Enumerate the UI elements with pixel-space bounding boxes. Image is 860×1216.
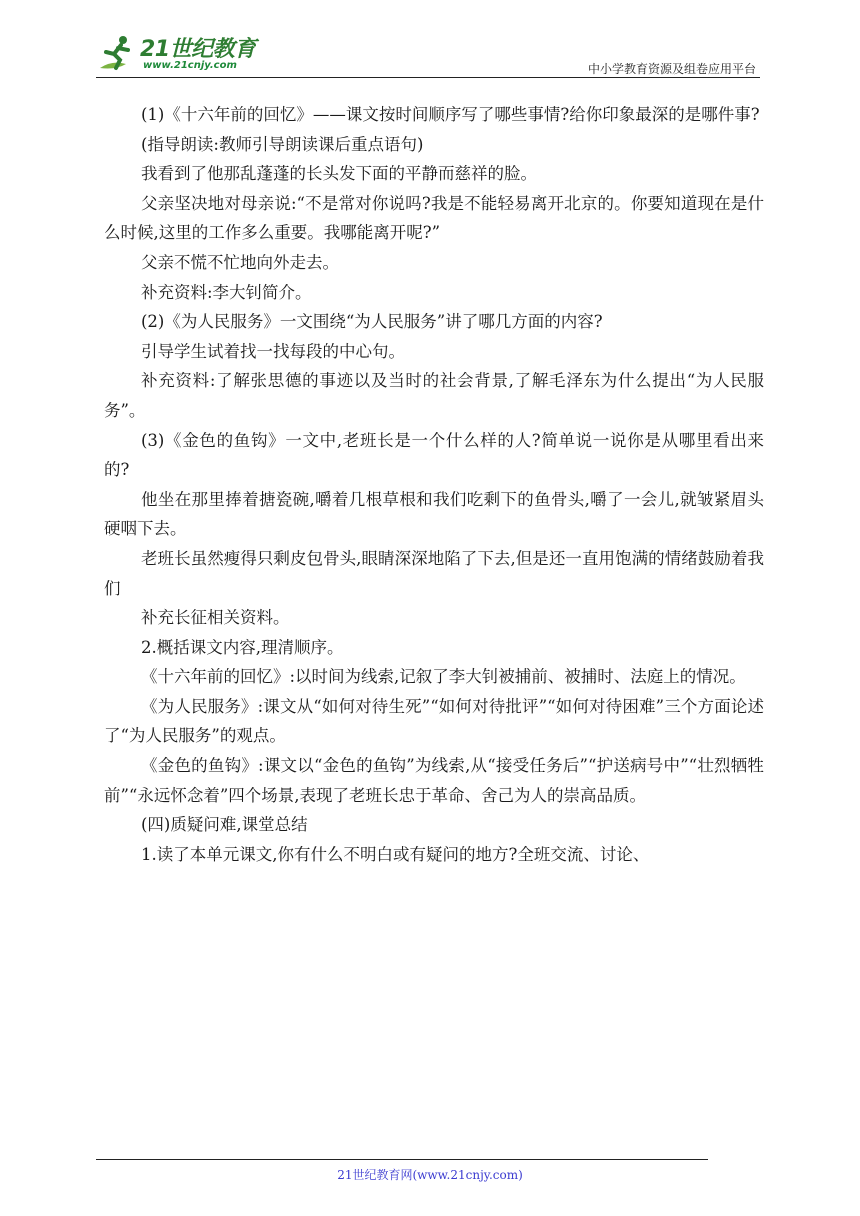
paragraph: 《为人民服务》:课文从“如何对待生死”“如何对待批评”“如何对待困难”三个方面论述了“为人民服务”的观点。 bbox=[104, 696, 764, 746]
page-footer[interactable]: 21世纪教育网(www.21cnjy.com) bbox=[337, 1168, 523, 1182]
paragraph: 2.概括课文内容,理清顺序。 bbox=[141, 637, 344, 657]
paragraph: 《十六年前的回忆》:以时间为线索,记叙了李大钊被捕前、被捕时、法庭上的情况。 bbox=[141, 667, 746, 687]
paragraph: 补充长征相关资料。 bbox=[141, 608, 290, 628]
page-header bbox=[96, 30, 760, 76]
paragraph: (1)《十六年前的回忆》——课文按时间顺序写了哪些事情?给你印象最深的是哪件事? bbox=[141, 105, 760, 124]
logo-url: www.21cnjy.com bbox=[143, 60, 237, 71]
section-heading: (四)质疑问难,课堂总结 bbox=[141, 815, 308, 835]
paragraph: 他坐在那里捧着搪瓷碗,嚼着几根草根和我们吃剩下的鱼骨头,嚼了一会儿,就皱紧眉头硬咽下去。 bbox=[104, 489, 764, 539]
paragraph: 老班长虽然瘦得只剩皮包骨头,眼睛深深地陷了下去,但是还一直用饱满的情绪鼓励着我们 bbox=[104, 548, 764, 598]
paragraph: 1.读了本单元课文,你有什么不明白或有疑问的地方?全班交流、讨论、 bbox=[141, 844, 650, 864]
document-body bbox=[104, 100, 764, 869]
paragraph: 引导学生试着找一找每段的中心句。 bbox=[141, 341, 405, 361]
paragraph: 补充资料:了解张思德的事迹以及当时的社会背景,了解毛泽东为什么提出“为人民服务”。 bbox=[104, 371, 764, 420]
paragraph: (2)《为人民服务》一文围绕“为人民服务”讲了哪几方面的内容? bbox=[141, 312, 603, 332]
site-logo bbox=[96, 32, 266, 76]
paragraph: 我看到了他那乱蓬蓬的长头发下面的平静而慈祥的脸。 bbox=[141, 164, 537, 184]
footer-divider bbox=[96, 1159, 708, 1160]
paragraph: 父亲坚决地对母亲说:“不是常对你说吗?我是不能轻易离开北京的。你要知道现在是什么时候,这里的工作多么重要。我哪能离开呢?” bbox=[104, 193, 764, 243]
paragraph: 《金色的鱼钩》:课文以“金色的鱼钩”为线索,从“接受任务后”“护送病号中”“壮烈牺牲前”“永远怀念着”四个场景,表现了老班长忠于革命、舍己为人的崇高品质。 bbox=[104, 756, 764, 805]
platform-name: 中小学教育资源及组卷应用平台 bbox=[587, 62, 756, 76]
paragraph: (3)《金色的鱼钩》一文中,老班长是一个什么样的人?简单说一说你是从哪里看出来的? bbox=[104, 430, 764, 480]
paragraph: (指导朗读:教师引导朗读课后重点语句) bbox=[141, 134, 424, 154]
paragraph: 父亲不慌不忙地向外走去。 bbox=[141, 252, 339, 272]
logo-text: 21世纪教育 bbox=[140, 37, 256, 62]
header-divider bbox=[96, 77, 760, 78]
running-man-icon bbox=[96, 34, 142, 74]
paragraph: 补充资料:李大钊简介。 bbox=[141, 282, 312, 302]
